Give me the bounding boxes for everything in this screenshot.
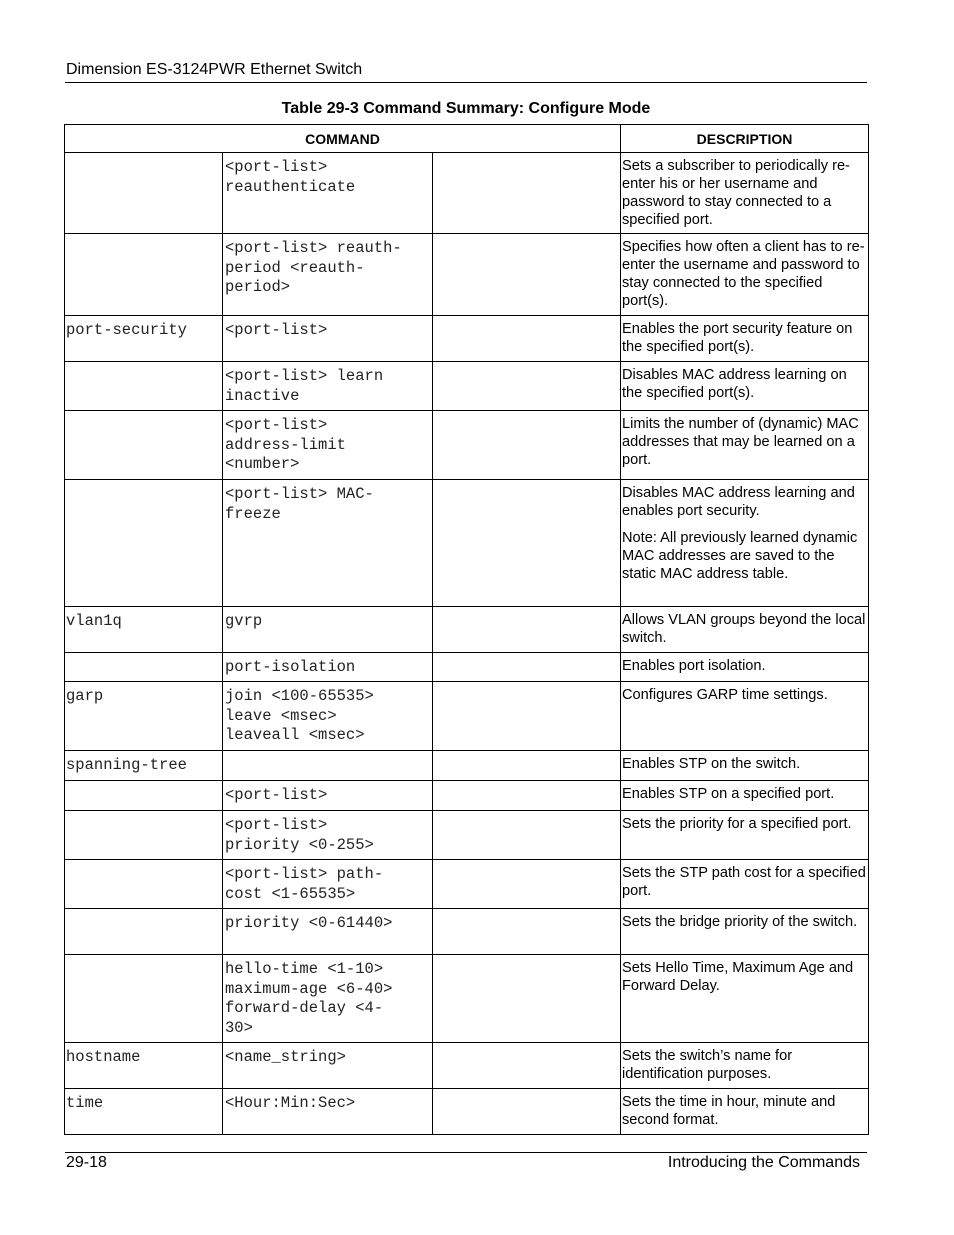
- description-text: Sets the time in hour, minute and second format.: [622, 1094, 836, 1128]
- description-note: Note: All previously learned dynamic MAC addresses are saved to the static MAC address table.: [622, 530, 858, 582]
- description-text: Disables MAC address learning and enables port security.: [622, 485, 855, 519]
- command-cell: hostname: [65, 1043, 223, 1089]
- description-text: Disables MAC address learning on the specified port(s).: [622, 367, 847, 401]
- table-row: [65, 362, 869, 411]
- argument-cell: hello-time <1-10> maximum-age <6-40> forward-delay <4- 30>: [223, 955, 433, 1043]
- table-header-row: [65, 125, 869, 153]
- description-text: Enables STP on the switch.: [622, 756, 801, 772]
- option-cell: [433, 362, 621, 411]
- table-row: [65, 781, 869, 811]
- table-row: [65, 682, 869, 751]
- argument-cell: [223, 751, 433, 781]
- table-row: [65, 955, 869, 1043]
- table-row: [65, 653, 869, 682]
- description-column-header: DESCRIPTION: [621, 125, 869, 153]
- table-row: [65, 411, 869, 480]
- description-text: Configures GARP time settings.: [622, 687, 828, 703]
- table-row: [65, 860, 869, 909]
- command-cell: [65, 480, 223, 607]
- description-text: Sets the priority for a specified port.: [622, 816, 852, 832]
- description-cell: [621, 234, 869, 316]
- table-row: [65, 316, 869, 362]
- description-cell: [621, 682, 869, 751]
- command-cell: [65, 955, 223, 1043]
- command-cell: [65, 362, 223, 411]
- option-cell: [433, 909, 621, 955]
- command-cell: [65, 411, 223, 480]
- table-row: [65, 480, 869, 607]
- description-cell: [621, 480, 869, 607]
- section-title: Introducing the Commands: [667, 1154, 860, 1171]
- table-row: [65, 153, 869, 234]
- option-cell: [433, 234, 621, 316]
- command-cell: [65, 234, 223, 316]
- argument-cell: <port-list> path- cost <1-65535>: [223, 860, 433, 909]
- table-row: [65, 909, 869, 955]
- argument-cell: <port-list> address-limit <number>: [223, 411, 433, 480]
- command-summary-table: [64, 124, 869, 1135]
- footer-rule: [65, 1152, 867, 1153]
- command-cell: spanning-tree: [65, 751, 223, 781]
- command-cell: [65, 811, 223, 860]
- option-cell: [433, 1043, 621, 1089]
- option-cell: [433, 653, 621, 682]
- argument-cell: <port-list> reauthenticate: [223, 153, 433, 234]
- table-caption: Table 29-3 Command Summary: Configure Mode: [281, 100, 651, 117]
- description-cell: [621, 411, 869, 480]
- description-text: Sets the STP path cost for a specified port.: [622, 865, 866, 899]
- description-cell: [621, 362, 869, 411]
- argument-cell: <port-list>: [223, 316, 433, 362]
- description-text: Sets a subscriber to periodically re-enter his or her username and password to stay connected to a specified port.: [622, 158, 850, 228]
- description-text: Specifies how often a client has to re-enter the username and password to stay connected to the specified port(s).: [622, 239, 865, 309]
- description-cell: [621, 811, 869, 860]
- option-cell: [433, 411, 621, 480]
- command-column-header: COMMAND: [65, 125, 621, 153]
- command-cell: [65, 781, 223, 811]
- option-cell: [433, 781, 621, 811]
- argument-cell: <name_string>: [223, 1043, 433, 1089]
- option-cell: [433, 811, 621, 860]
- argument-cell: <port-list> learn inactive: [223, 362, 433, 411]
- running-header: Dimension ES-3124PWR Ethernet Switch: [66, 61, 363, 78]
- table-row: [65, 1089, 869, 1135]
- option-cell: [433, 682, 621, 751]
- option-cell: [433, 153, 621, 234]
- table-row: [65, 811, 869, 860]
- description-text: Enables the port security feature on the specified port(s).: [622, 321, 853, 355]
- argument-cell: port-isolation: [223, 653, 433, 682]
- argument-cell: priority <0-61440>: [223, 909, 433, 955]
- option-cell: [433, 480, 621, 607]
- description-cell: [621, 153, 869, 234]
- description-cell: [621, 955, 869, 1043]
- argument-cell: join <100-65535> leave <msec> leaveall <msec>: [223, 682, 433, 751]
- description-text: Limits the number of (dynamic) MAC addresses that may be learned on a port.: [622, 416, 859, 468]
- description-cell: [621, 316, 869, 362]
- description-text: Sets the switch’s name for identification purposes.: [622, 1048, 793, 1082]
- command-cell: vlan1q: [65, 607, 223, 653]
- table-row: [65, 607, 869, 653]
- command-cell: [65, 860, 223, 909]
- description-text: Allows VLAN groups beyond the local switch.: [622, 612, 866, 646]
- page-number: 29-18: [66, 1154, 107, 1171]
- command-cell: [65, 653, 223, 682]
- description-text: Sets Hello Time, Maximum Age and Forward Delay.: [622, 960, 854, 994]
- header-rule: [65, 82, 867, 83]
- description-cell: [621, 607, 869, 653]
- command-cell: [65, 909, 223, 955]
- option-cell: [433, 955, 621, 1043]
- argument-cell: <port-list> priority <0-255>: [223, 811, 433, 860]
- argument-cell: <port-list>: [223, 781, 433, 811]
- option-cell: [433, 1089, 621, 1135]
- argument-cell: <port-list> MAC- freeze: [223, 480, 433, 607]
- argument-cell: <port-list> reauth- period <reauth- period>: [223, 234, 433, 316]
- description-text: Sets the bridge priority of the switch.: [622, 914, 858, 930]
- table-row: [65, 234, 869, 316]
- description-cell: [621, 1089, 869, 1135]
- option-cell: [433, 860, 621, 909]
- description-cell: [621, 860, 869, 909]
- table-row: [65, 1043, 869, 1089]
- description-cell: [621, 909, 869, 955]
- option-cell: [433, 607, 621, 653]
- description-cell: [621, 751, 869, 781]
- description-cell: [621, 781, 869, 811]
- argument-cell: <Hour:Min:Sec>: [223, 1089, 433, 1135]
- command-cell: port-security: [65, 316, 223, 362]
- command-cell: [65, 153, 223, 234]
- command-cell: time: [65, 1089, 223, 1135]
- description-text: Enables port isolation.: [622, 658, 766, 674]
- option-cell: [433, 751, 621, 781]
- description-text: Enables STP on a specified port.: [622, 786, 835, 802]
- description-cell: [621, 1043, 869, 1089]
- table-row: [65, 751, 869, 781]
- command-cell: garp: [65, 682, 223, 751]
- option-cell: [433, 316, 621, 362]
- argument-cell: gvrp: [223, 607, 433, 653]
- description-cell: [621, 653, 869, 682]
- table-body: [65, 153, 869, 1135]
